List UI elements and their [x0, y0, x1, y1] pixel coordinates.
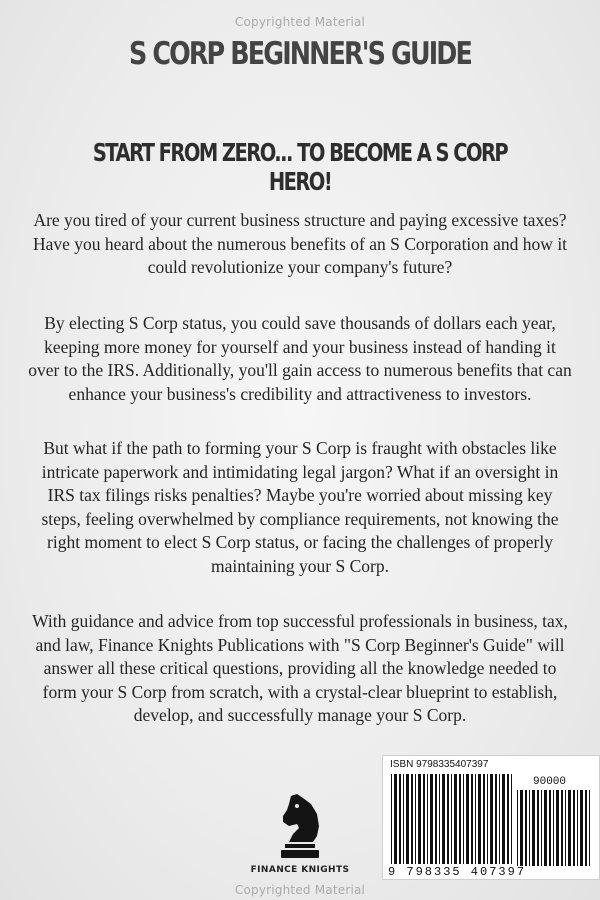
barcode-bar [568, 790, 571, 866]
barcode-bar [573, 790, 575, 866]
barcode-bar [463, 774, 464, 864]
barcode-bar [447, 774, 449, 864]
barcode-bar [471, 774, 473, 864]
barcode-addon-bars [517, 790, 593, 866]
barcode-bar [525, 790, 527, 866]
watermark-top: Copyrighted Material [234, 15, 366, 29]
barcode-bar [475, 774, 476, 864]
chess-knight-icon [277, 792, 323, 862]
price-code: 90000 [533, 776, 567, 788]
barcode-bar [544, 790, 547, 866]
barcode-bar [511, 774, 512, 864]
barcode-bar [399, 774, 401, 864]
barcode-bar [556, 790, 559, 866]
barcode-bar [435, 774, 437, 864]
watermark-bottom: Copyrighted Material [234, 883, 366, 897]
barcode-bar [553, 790, 554, 866]
barcode-bar [439, 774, 440, 864]
barcode-bar [580, 790, 583, 866]
barcode-bar [495, 774, 497, 864]
barcode-bar [577, 790, 578, 866]
barcode-bar [403, 774, 404, 864]
barcode [382, 755, 600, 880]
barcode-bar [451, 774, 452, 864]
barcode-bar [589, 790, 590, 866]
barcode-bar [561, 790, 563, 866]
barcode-bar [585, 790, 587, 866]
paragraph-3: But what if the path to forming your S Corp is fraught with obstacles like intricate paperwork and intimidating legal jargon? What if an oversight in IRS tax filings risks penalties? Maybe you're worried about missing key steps, feeling overwhelmed by compliance requirements, not knowing the right moment to elect S Corp status, or facing the challenges of properly maintaining your S Corp. [41, 438, 559, 576]
barcode-bar [487, 774, 488, 864]
barcode-bar [537, 790, 539, 866]
paragraph-2: By electing S Corp status, you could save thousands of dollars each year, keeping more money for yourself and your business instead of handing it over to the IRS. Additionally, you'll gain access to numerous benefits that can enhance your business's credibility and attractiveness to investors. [28, 313, 572, 404]
barcode-bar [442, 774, 445, 864]
barcode-bar [418, 774, 421, 864]
barcode-bar [394, 774, 397, 864]
barcode-bar [391, 774, 392, 864]
barcode-bar [423, 774, 425, 864]
barcode-bar [502, 774, 505, 864]
barcode-bar [549, 790, 551, 866]
isbn-label: ISBN 9798335407397 [390, 759, 489, 770]
book-title: S CORP BEGINNER'S GUIDE [128, 36, 472, 72]
barcode-bar [517, 790, 518, 866]
barcode-bar [532, 790, 535, 866]
paragraph-1: Are you tired of your current business structure and paying excessive taxes? Have you heard about the numerous benefits of an S Corporation and how it could revolutionize your company's future? [32, 210, 568, 277]
barcode-bar [454, 774, 457, 864]
barcode-bar [490, 774, 493, 864]
barcode-bar [459, 774, 461, 864]
barcode-bar [541, 790, 542, 866]
paragraph-4: With guidance and advice from top successful professionals in business, tax, and law, Finance Knights Publications with "S Corp Beginner's Guide" will answer all these critical questions, providing all the knowledge needed to form your S Corp from scratch, with a crystal-clear blueprint to establish, develop, and successfully manage your S Corp. [32, 611, 568, 725]
barcode-bar [430, 774, 433, 864]
barcode-bar [427, 774, 428, 864]
barcode-bar [415, 774, 416, 864]
barcode-bar [565, 790, 566, 866]
barcode-bar [507, 774, 509, 864]
publisher-name: FINANCE KNIGHTS [250, 865, 350, 875]
barcode-digits: 9 798335 407397 [388, 865, 527, 879]
barcode-bar [499, 774, 500, 864]
tagline: START FROM ZERO... TO BECOME A S CORP HERO! [92, 138, 508, 196]
publisher-logo [232, 792, 368, 884]
barcode-bar [478, 774, 481, 864]
barcode-bars [391, 774, 513, 864]
barcode-bar [466, 774, 469, 864]
barcode-bar [529, 790, 530, 866]
barcode-bar [406, 774, 409, 864]
barcode-bar [520, 790, 523, 866]
barcode-bar [483, 774, 485, 864]
barcode-bar [411, 774, 413, 864]
